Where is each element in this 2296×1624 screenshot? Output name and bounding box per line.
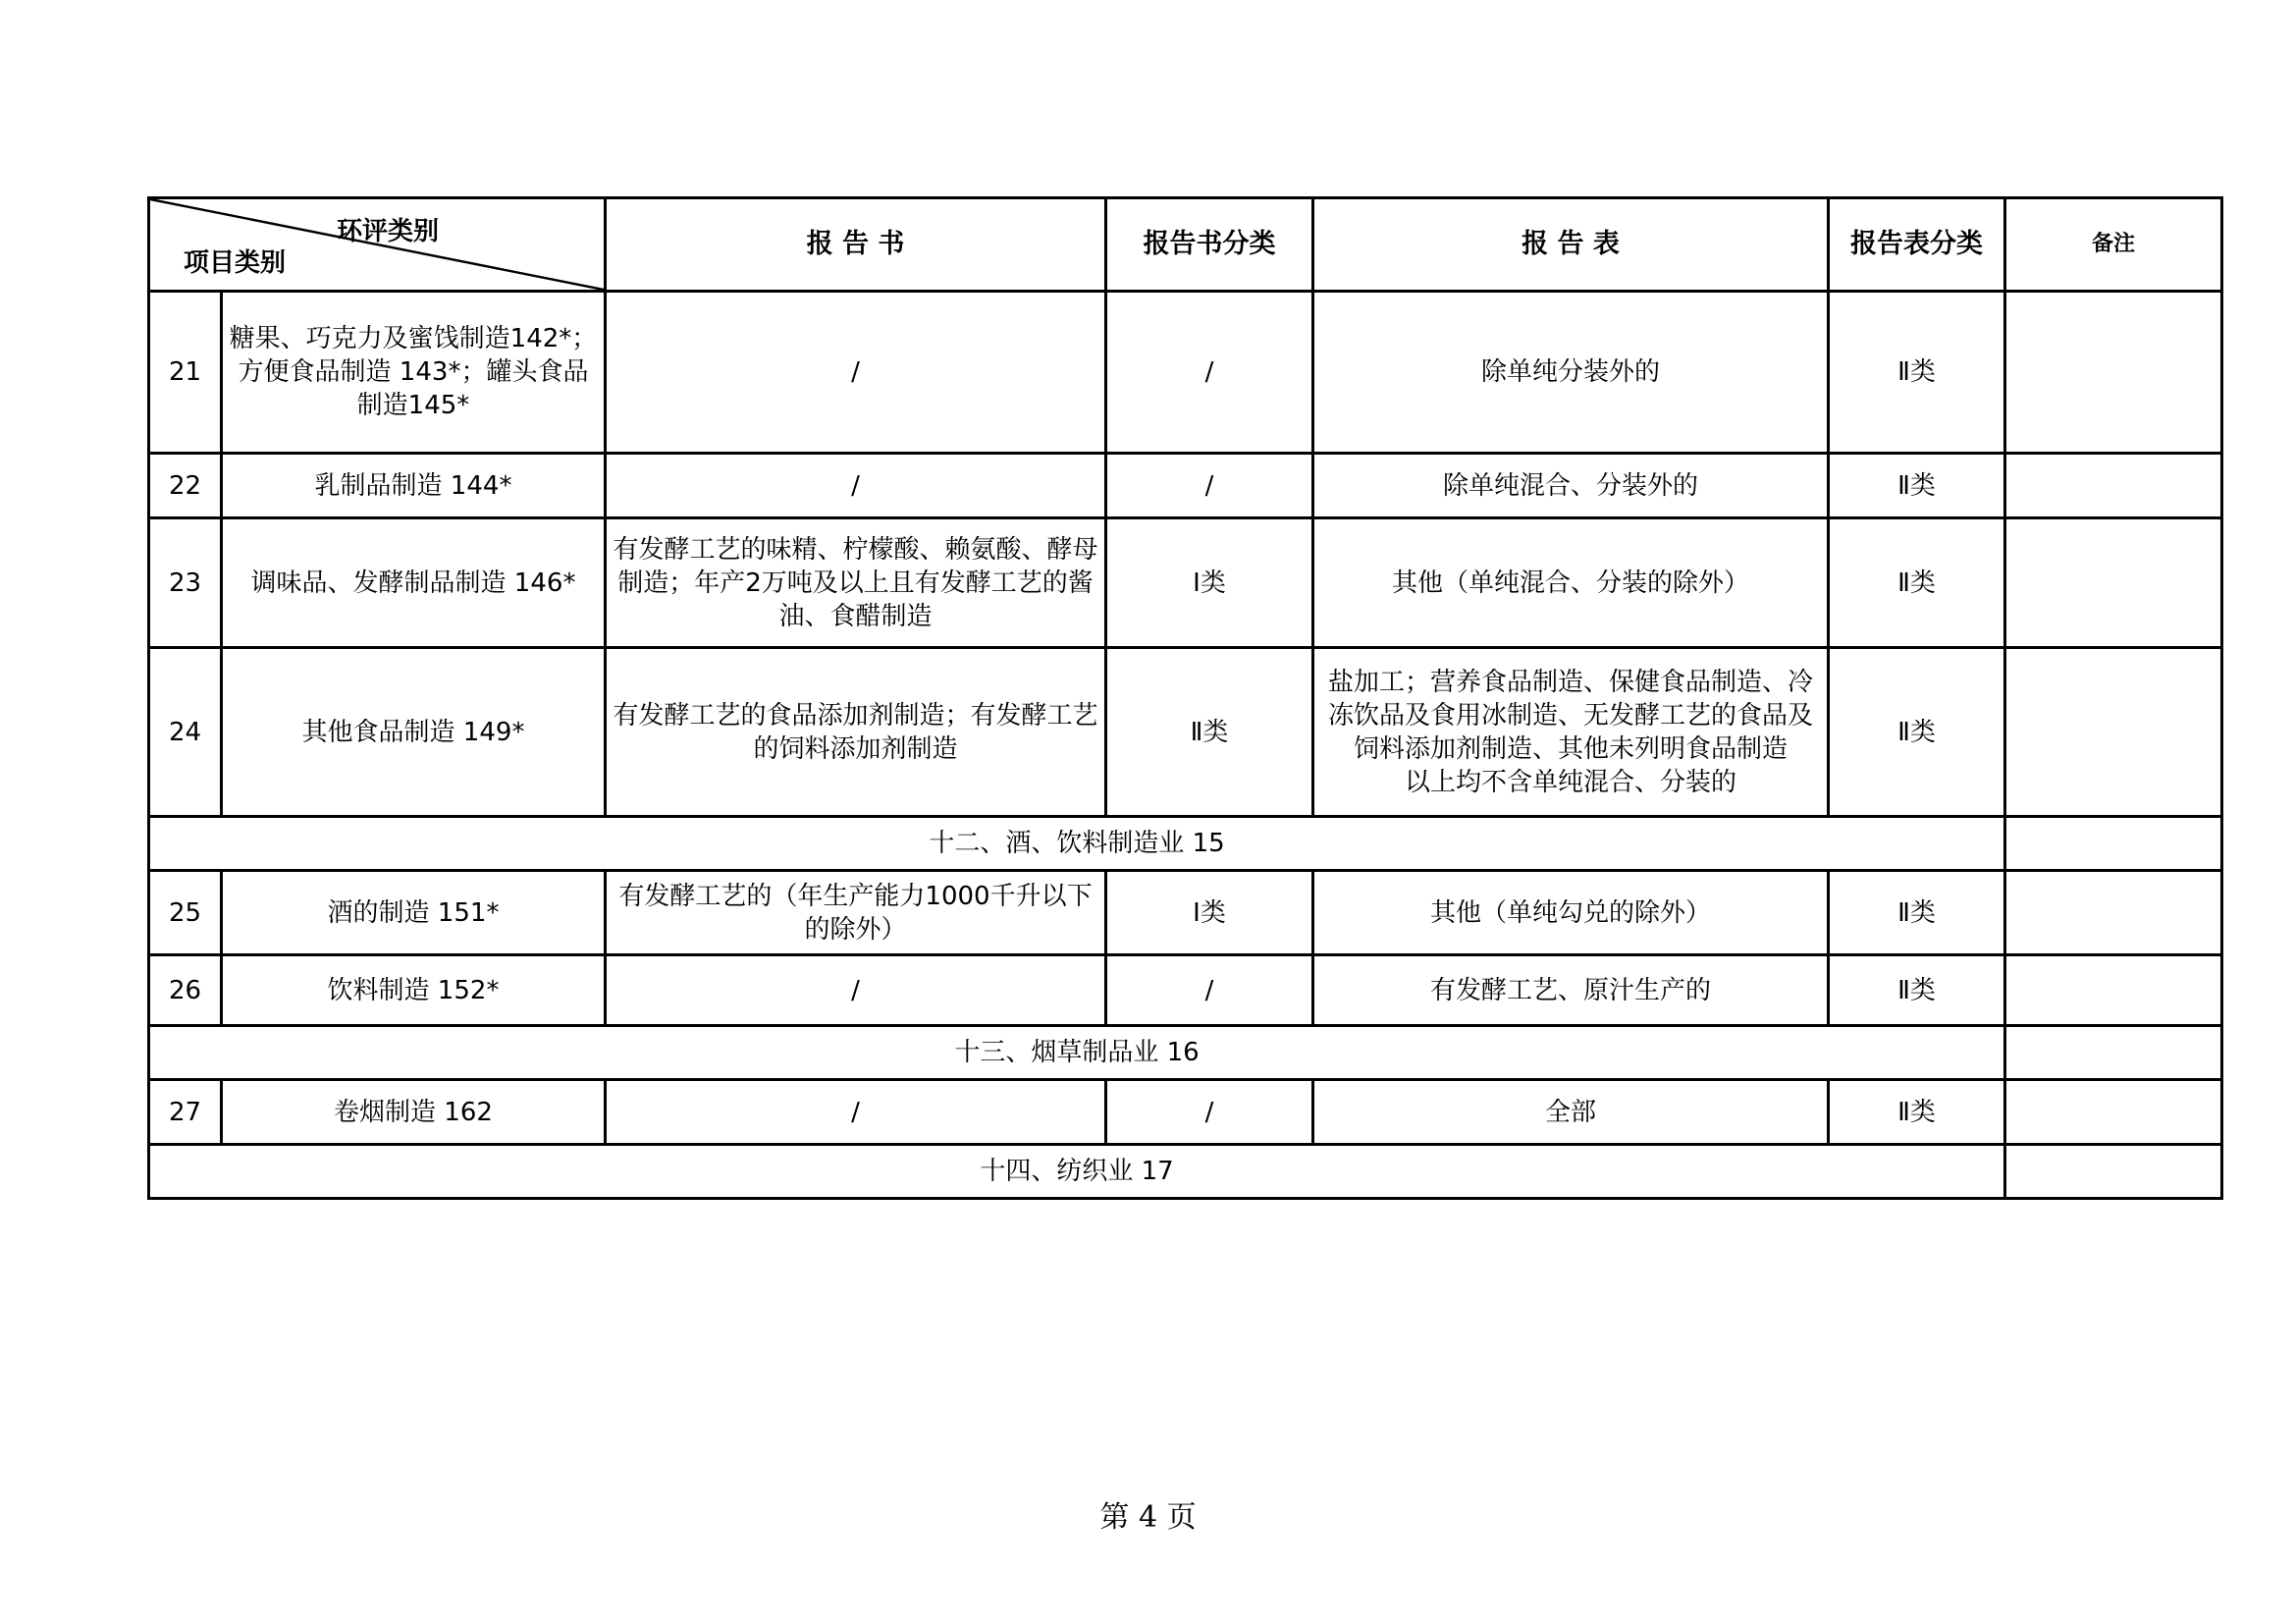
- report-requirement: /: [606, 454, 1106, 518]
- form-class: Ⅱ类: [1829, 292, 2005, 454]
- remark: [2005, 817, 2222, 871]
- remark: [2005, 1080, 2222, 1145]
- remark: [2005, 518, 2222, 648]
- report-class: Ⅰ类: [1106, 871, 1313, 955]
- classification-table: [147, 196, 2223, 1200]
- report-requirement: /: [606, 1080, 1106, 1145]
- form-class: Ⅱ类: [1829, 454, 2005, 518]
- remark: [2005, 1026, 2222, 1080]
- report-requirement: 有发酵工艺的食品添加剂制造；有发酵工艺的饲料添加剂制造: [606, 648, 1106, 817]
- form-requirement: 除单纯分装外的: [1313, 292, 1829, 454]
- form-requirement: 全部: [1313, 1080, 1829, 1145]
- col-header-remark: 备注: [2005, 198, 2222, 292]
- form-requirement: [1313, 648, 1829, 817]
- report-class: Ⅱ类: [1106, 648, 1313, 817]
- table-row: [149, 454, 2222, 518]
- col-header-form-class: 报告表分类: [1829, 198, 2005, 292]
- report-class: /: [1106, 1080, 1313, 1145]
- report-requirement: 有发酵工艺的味精、柠檬酸、赖氨酸、酵母制造；年产2万吨及以上且有发酵工艺的酱油、食醋制造: [606, 518, 1106, 648]
- remark: [2005, 1145, 2222, 1199]
- row-number: 26: [149, 955, 222, 1026]
- project-category: 酒的制造 151*: [222, 871, 606, 955]
- remark: [2005, 454, 2222, 518]
- table-row: [149, 955, 2222, 1026]
- form-requirement: 有发酵工艺、原汁生产的: [1313, 955, 1829, 1026]
- row-number: 21: [149, 292, 222, 454]
- col-header-form: 报 告 表: [1313, 198, 1829, 292]
- table-row: [149, 871, 2222, 955]
- row-number: 22: [149, 454, 222, 518]
- report-requirement: 有发酵工艺的（年生产能力1000千升以下的除外）: [606, 871, 1106, 955]
- project-category: 调味品、发酵制品制造 146*: [222, 518, 606, 648]
- project-category: 卷烟制造 162: [222, 1080, 606, 1145]
- project-category: 糖果、巧克力及蜜饯制造142*；方便食品制造 143*；罐头食品制造145*: [222, 292, 606, 454]
- corner-header-cell: [149, 198, 606, 292]
- form-class: Ⅱ类: [1829, 518, 2005, 648]
- form-requirement: 除单纯混合、分装外的: [1313, 454, 1829, 518]
- header-row: [149, 198, 2222, 292]
- form-requirement-note: 以上均不含单纯混合、分装的: [1404, 767, 1736, 797]
- form-class: Ⅱ类: [1829, 1080, 2005, 1145]
- section-row: [149, 1145, 2222, 1199]
- remark: [2005, 648, 2222, 817]
- report-class: /: [1106, 454, 1313, 518]
- report-requirement: /: [606, 955, 1106, 1026]
- table-row: [149, 648, 2222, 817]
- section-row: [149, 817, 2222, 871]
- project-category: 乳制品制造 144*: [222, 454, 606, 518]
- table-row: [149, 1080, 2222, 1145]
- form-class: Ⅱ类: [1829, 648, 2005, 817]
- corner-top-label: 环评类别: [337, 217, 440, 246]
- remark: [2005, 292, 2222, 454]
- report-class: Ⅰ类: [1106, 518, 1313, 648]
- row-number: 23: [149, 518, 222, 648]
- form-requirement-main: 盐加工；营养食品制造、保健食品制造、冷冻饮品及食用冰制造、无发酵工艺的食品及饲料添加剂制造、其他未列明食品制造: [1327, 667, 1813, 764]
- form-class: Ⅱ类: [1829, 871, 2005, 955]
- form-requirement: 其他（单纯混合、分装的除外）: [1313, 518, 1829, 648]
- report-requirement: /: [606, 292, 1106, 454]
- row-number: 27: [149, 1080, 222, 1145]
- form-requirement: 其他（单纯勾兑的除外）: [1313, 871, 1829, 955]
- col-header-report: 报 告 书: [606, 198, 1106, 292]
- remark: [2005, 871, 2222, 955]
- corner-bottom-label: 项目类别: [184, 248, 287, 278]
- project-category: 其他食品制造 149*: [222, 648, 606, 817]
- table-row: [149, 292, 2222, 454]
- section-row: [149, 1026, 2222, 1080]
- form-class: Ⅱ类: [1829, 955, 2005, 1026]
- section-title: 十四、纺织业 17: [149, 1145, 2005, 1199]
- report-class: /: [1106, 955, 1313, 1026]
- row-number: 24: [149, 648, 222, 817]
- row-number: 25: [149, 871, 222, 955]
- project-category: 饮料制造 152*: [222, 955, 606, 1026]
- remark: [2005, 955, 2222, 1026]
- table-row: [149, 518, 2222, 648]
- report-class: /: [1106, 292, 1313, 454]
- col-header-report-class: 报告书分类: [1106, 198, 1313, 292]
- page-number: 第 4 页: [1099, 1500, 1197, 1535]
- section-title: 十二、酒、饮料制造业 15: [149, 817, 2005, 871]
- section-title: 十三、烟草制品业 16: [149, 1026, 2005, 1080]
